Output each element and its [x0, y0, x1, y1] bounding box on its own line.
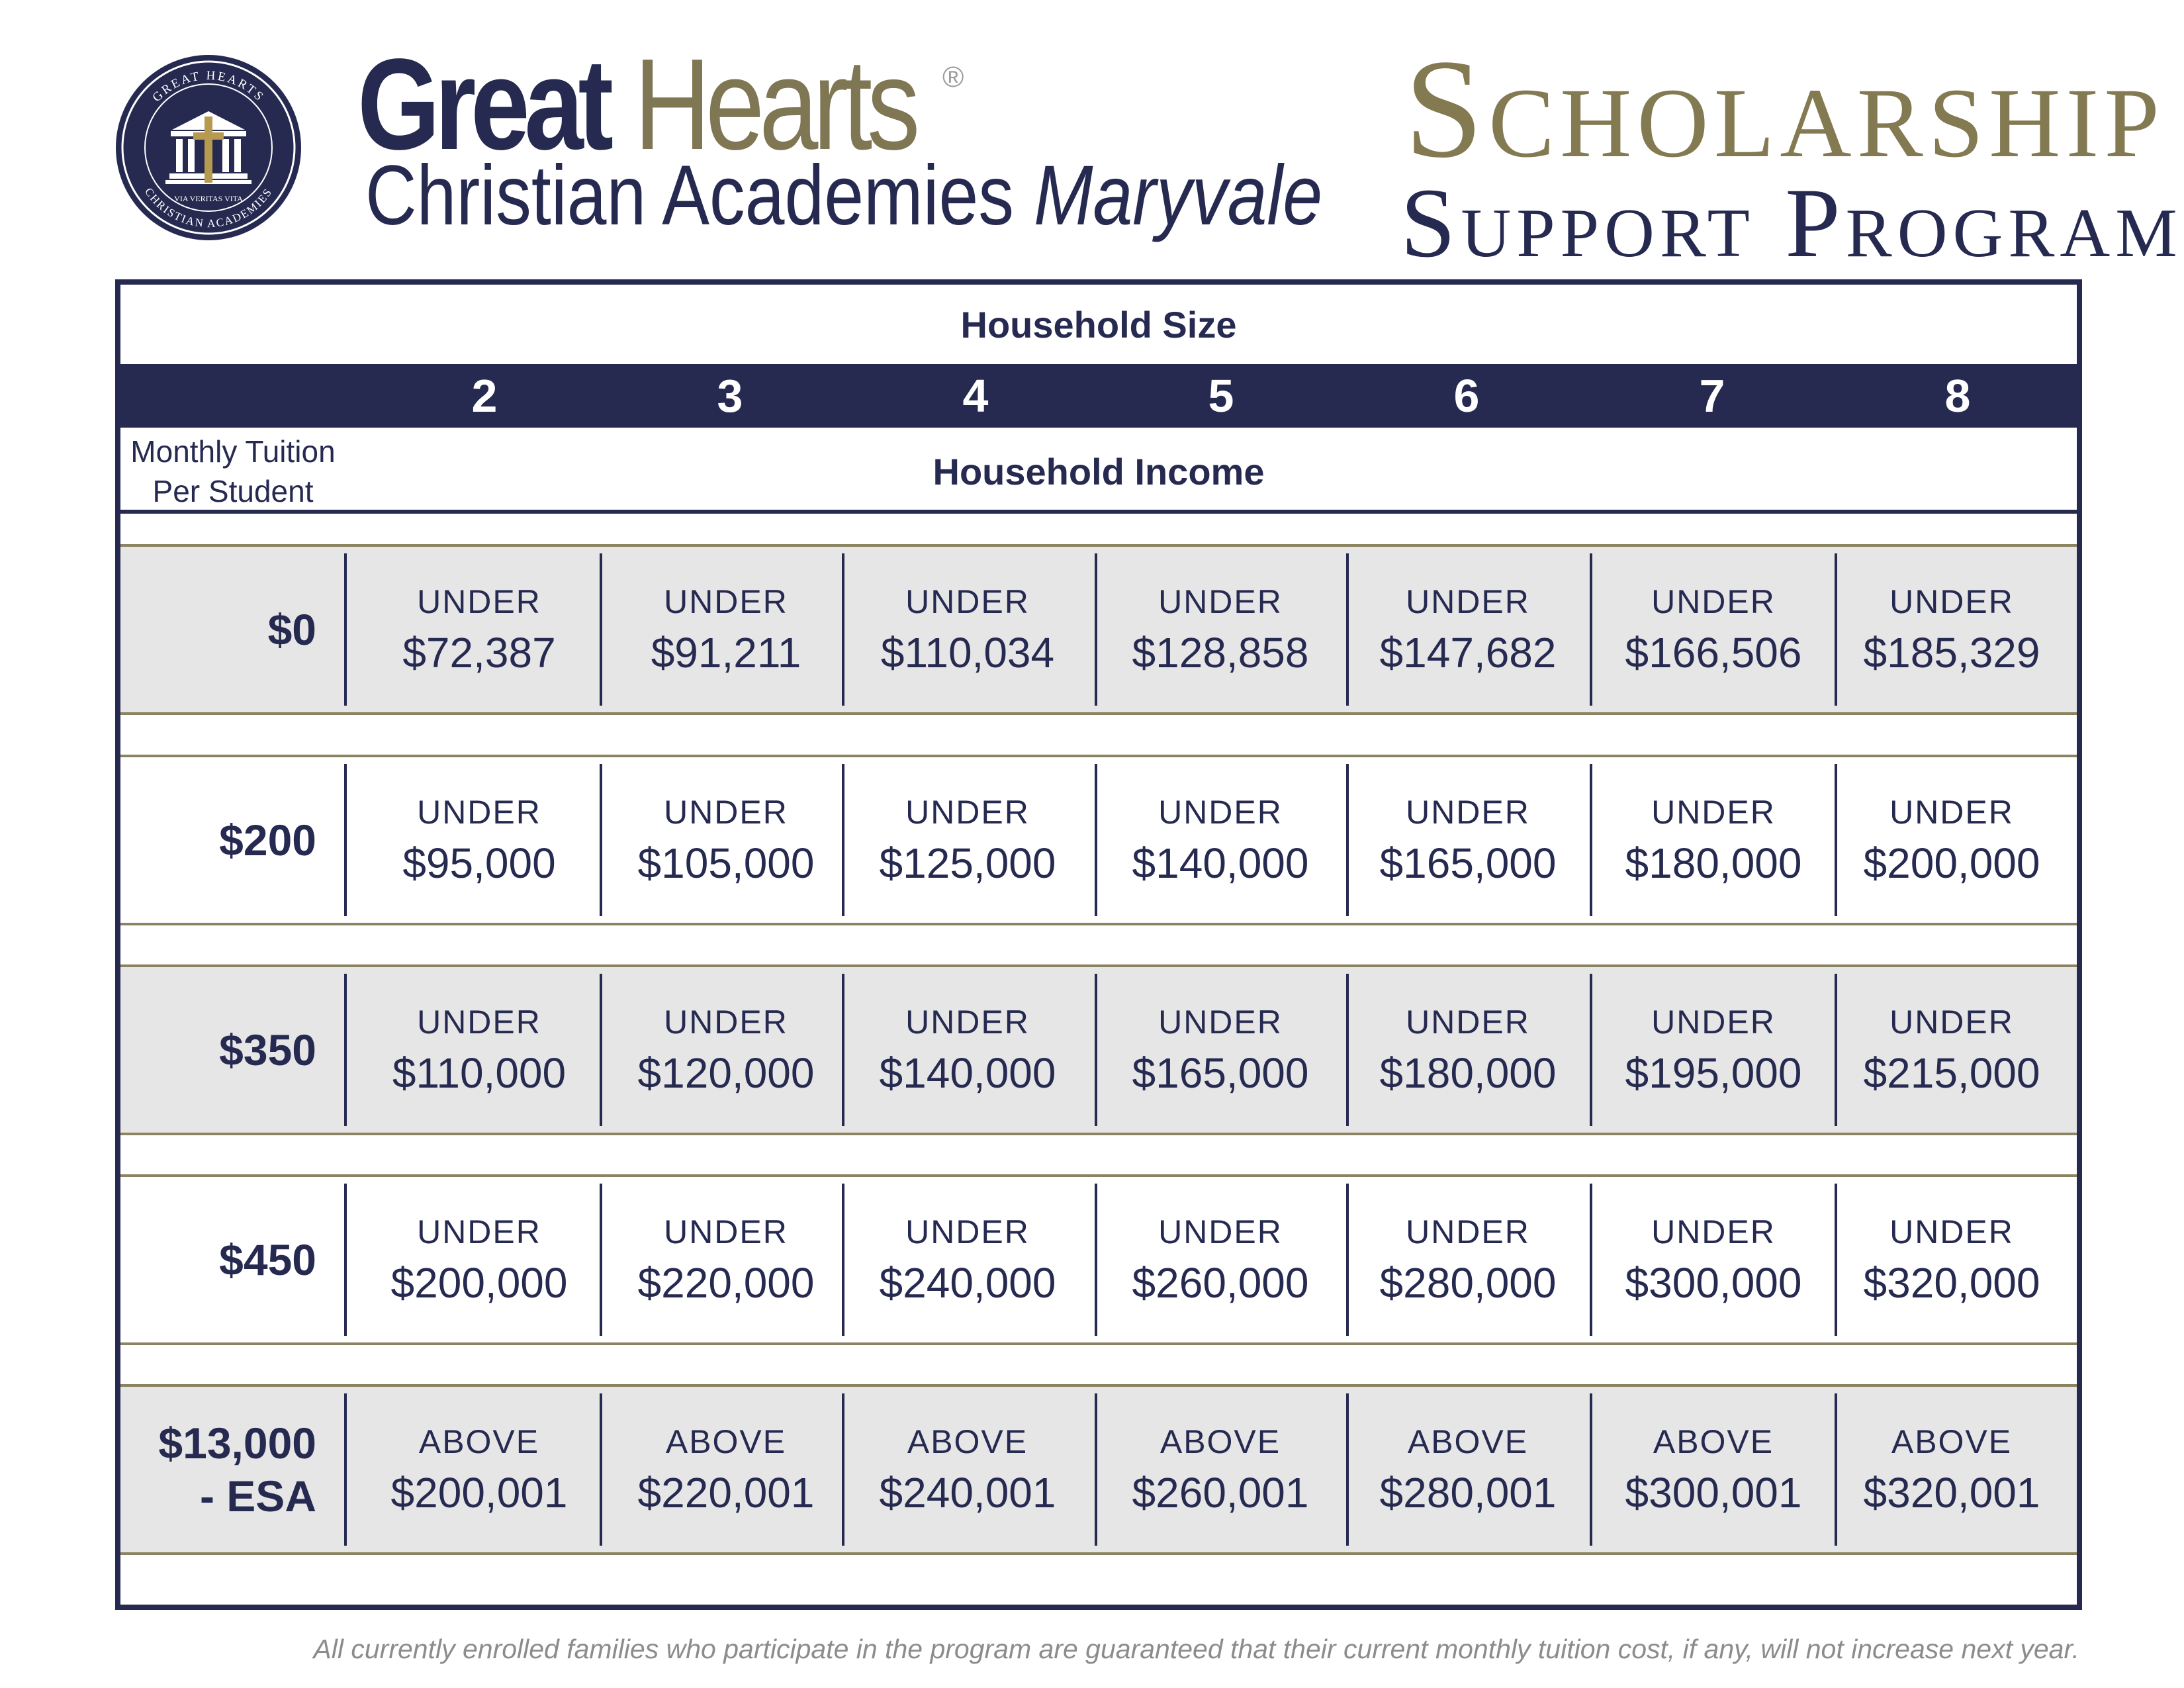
tuition-amount: [120, 1387, 316, 1552]
column-divider: [600, 1393, 602, 1546]
income-threshold-cell: [848, 547, 1087, 712]
column-divider: [1095, 553, 1097, 706]
income-threshold-value: $220,000: [637, 1259, 815, 1307]
income-threshold-value: $120,000: [637, 1049, 815, 1097]
income-threshold-value: $280,000: [1379, 1259, 1557, 1307]
threshold-qualifier: UNDER: [664, 1213, 788, 1250]
threshold-qualifier: UNDER: [417, 794, 541, 831]
income-threshold-cell: [1349, 1387, 1587, 1552]
income-threshold-cell: [1101, 547, 1340, 712]
income-threshold-cell: [1349, 967, 1587, 1133]
income-threshold-value: $220,001: [637, 1469, 815, 1517]
income-threshold-cell: [1594, 757, 1833, 923]
household-size-bar: [120, 364, 2077, 428]
income-threshold-cell: [848, 757, 1087, 923]
threshold-qualifier: ABOVE: [907, 1423, 1028, 1460]
threshold-qualifier: UNDER: [905, 583, 1030, 620]
income-threshold-cell: [1101, 1387, 1340, 1552]
threshold-qualifier: UNDER: [1889, 1213, 2014, 1250]
column-divider: [600, 553, 602, 706]
column-divider: [1095, 974, 1097, 1126]
column-divider: [1590, 974, 1592, 1126]
column-divider: [344, 974, 347, 1126]
threshold-qualifier: ABOVE: [665, 1423, 787, 1460]
column-divider: [344, 1184, 347, 1336]
size-8: 8: [1944, 370, 1971, 422]
threshold-qualifier: UNDER: [1889, 583, 2014, 620]
brand-hearts: Hearts: [634, 32, 915, 177]
income-threshold-cell: [1833, 1177, 2071, 1342]
registered-mark: ®: [942, 61, 964, 93]
income-threshold-value: $165,000: [1132, 1049, 1309, 1097]
income-threshold-cell: [1349, 1177, 1587, 1342]
income-threshold-value: $195,000: [1625, 1049, 1802, 1097]
tuition-amount-line1: $13,000: [158, 1419, 316, 1468]
income-threshold-cell: [607, 757, 845, 923]
column-divider: [600, 764, 602, 916]
threshold-qualifier: UNDER: [1158, 794, 1283, 831]
tuition-amount: [120, 967, 316, 1133]
income-threshold-cell: [607, 1177, 845, 1342]
size-5: 5: [1208, 370, 1234, 422]
income-threshold-value: $166,506: [1625, 629, 1802, 677]
brand-great: Great: [357, 32, 608, 177]
income-threshold-cell: [1349, 757, 1587, 923]
table-row: [120, 964, 2077, 1135]
threshold-qualifier: UNDER: [1651, 1213, 1776, 1250]
income-threshold-cell: [360, 967, 598, 1133]
income-threshold-cell: [1349, 547, 1587, 712]
tuition-label-line2: Per Student: [152, 474, 314, 508]
income-threshold-value: $280,001: [1379, 1469, 1557, 1517]
threshold-qualifier: UNDER: [1406, 583, 1530, 620]
income-threshold-value: $125,000: [879, 839, 1056, 887]
income-threshold-value: $95,000: [402, 839, 556, 887]
column-divider: [1095, 764, 1097, 916]
income-threshold-value: $200,000: [1863, 839, 2040, 887]
threshold-qualifier: UNDER: [1406, 1213, 1530, 1250]
column-divider: [344, 553, 347, 706]
income-threshold-value: $200,000: [390, 1259, 568, 1307]
column-divider: [344, 1393, 347, 1546]
threshold-qualifier: UNDER: [417, 1004, 541, 1041]
income-threshold-value: $260,001: [1132, 1469, 1309, 1517]
income-threshold-value: $185,329: [1863, 629, 2040, 677]
income-threshold-cell: [1833, 757, 2071, 923]
threshold-qualifier: UNDER: [1651, 583, 1776, 620]
column-divider: [1590, 764, 1592, 916]
size-6: 6: [1453, 370, 1480, 422]
threshold-qualifier: UNDER: [905, 1004, 1030, 1041]
title-support-program: Support Program: [1400, 168, 2183, 278]
income-threshold-value: $300,000: [1625, 1259, 1802, 1307]
income-threshold-cell: [1101, 967, 1340, 1133]
income-threshold-cell: [1594, 1387, 1833, 1552]
income-threshold-cell: [360, 1387, 598, 1552]
income-threshold-cell: [360, 1177, 598, 1342]
income-threshold-value: $110,000: [392, 1049, 567, 1097]
column-divider: [1590, 1393, 1592, 1546]
income-threshold-cell: [607, 547, 845, 712]
threshold-qualifier: UNDER: [417, 1213, 541, 1250]
tuition-label-line1: Monthly Tuition: [130, 434, 336, 469]
income-threshold-value: $110,034: [880, 629, 1055, 677]
income-threshold-cell: [360, 547, 598, 712]
seal-ring-bottom: CHRISTIAN ACADEMIES: [142, 185, 275, 230]
size-7: 7: [1699, 370, 1725, 422]
household-income-heading: Household Income: [933, 450, 1265, 492]
threshold-qualifier: UNDER: [1889, 794, 2014, 831]
income-threshold-value: $240,000: [879, 1259, 1056, 1307]
tuition-amount-line1: $200: [219, 816, 316, 865]
income-threshold-cell: [1101, 1177, 1340, 1342]
income-threshold-cell: [360, 757, 598, 923]
column-divider: [1095, 1184, 1097, 1336]
threshold-qualifier: UNDER: [1406, 1004, 1530, 1041]
income-threshold-value: $215,000: [1863, 1049, 2040, 1097]
footnote: All currently enrolled families who participate in the program are guaranteed that their current monthly tuition cost, if any, will not increase next year.: [313, 1634, 2079, 1664]
income-threshold-value: $128,858: [1132, 629, 1309, 677]
column-divider: [1095, 1393, 1097, 1546]
column-divider: [1590, 553, 1592, 706]
size-2: 2: [471, 370, 498, 422]
column-divider: [600, 1184, 602, 1336]
threshold-qualifier: UNDER: [664, 794, 788, 831]
threshold-qualifier: UNDER: [1406, 794, 1530, 831]
threshold-qualifier: UNDER: [1651, 1004, 1776, 1041]
threshold-qualifier: UNDER: [905, 1213, 1030, 1250]
threshold-qualifier: ABOVE: [1891, 1423, 2013, 1460]
threshold-qualifier: ABOVE: [1653, 1423, 1774, 1460]
income-threshold-value: $320,000: [1863, 1259, 2040, 1307]
title-scholarship: Scholarship: [1404, 30, 2165, 187]
threshold-qualifier: UNDER: [1158, 1004, 1283, 1041]
table-row: [120, 755, 2077, 925]
threshold-qualifier: ABOVE: [1407, 1423, 1529, 1460]
seal-motto: VIA VERITAS VITA: [174, 194, 243, 203]
school-seal-logo: [114, 53, 303, 242]
income-threshold-cell: [1594, 547, 1833, 712]
tuition-amount: [120, 1177, 316, 1342]
income-threshold-value: $140,000: [1132, 839, 1309, 887]
threshold-qualifier: ABOVE: [418, 1423, 540, 1460]
income-threshold-value: $180,000: [1625, 839, 1802, 887]
threshold-qualifier: UNDER: [417, 583, 541, 620]
household-size-heading: Household Size: [960, 303, 1237, 346]
income-threshold-cell: [607, 1387, 845, 1552]
tuition-amount: [120, 547, 316, 712]
income-threshold-cell: [1594, 1177, 1833, 1342]
threshold-qualifier: UNDER: [664, 583, 788, 620]
income-threshold-cell: [607, 967, 845, 1133]
income-threshold-cell: [1594, 967, 1833, 1133]
income-threshold-value: $260,000: [1132, 1259, 1309, 1307]
income-threshold-value: $200,001: [390, 1469, 568, 1517]
income-threshold-value: $165,000: [1379, 839, 1557, 887]
column-divider: [600, 974, 602, 1126]
column-divider: [1590, 1184, 1592, 1336]
income-threshold-cell: [848, 1177, 1087, 1342]
brand-subtitle-text: Christian Academies: [365, 148, 1015, 243]
threshold-qualifier: UNDER: [664, 1004, 788, 1041]
income-threshold-cell: [1833, 967, 2071, 1133]
income-threshold-value: $105,000: [637, 839, 815, 887]
income-threshold-value: $240,001: [879, 1469, 1056, 1517]
income-threshold-value: $300,001: [1625, 1469, 1802, 1517]
table-row: [120, 1174, 2077, 1345]
threshold-qualifier: UNDER: [1158, 1213, 1283, 1250]
monthly-tuition-heading: [120, 428, 345, 515]
income-threshold-value: $320,001: [1863, 1469, 2040, 1517]
income-threshold-value: $180,000: [1379, 1049, 1557, 1097]
scholarship-table: [115, 279, 2082, 1610]
table-row: [120, 1384, 2077, 1555]
threshold-qualifier: UNDER: [905, 794, 1030, 831]
tuition-amount: [120, 757, 316, 923]
threshold-qualifier: ABOVE: [1160, 1423, 1281, 1460]
header-divider: [120, 510, 2077, 514]
brand-subtitle: [365, 148, 1323, 243]
tuition-amount-line1: $350: [219, 1025, 316, 1074]
income-threshold-cell: [848, 1387, 1087, 1552]
threshold-qualifier: UNDER: [1651, 794, 1776, 831]
size-4: 4: [962, 370, 989, 422]
table-row: [120, 544, 2077, 715]
income-threshold-value: $140,000: [879, 1049, 1056, 1097]
income-threshold-cell: [848, 967, 1087, 1133]
brand-campus: Maryvale: [1033, 148, 1323, 243]
tuition-amount-line2: - ESA: [199, 1472, 316, 1521]
income-threshold-value: $147,682: [1379, 629, 1557, 677]
size-3: 3: [717, 370, 743, 422]
threshold-qualifier: UNDER: [1889, 1004, 2014, 1041]
threshold-qualifier: UNDER: [1158, 583, 1283, 620]
income-threshold-cell: [1101, 757, 1340, 923]
tuition-amount-line1: $0: [267, 605, 316, 654]
income-threshold-cell: [1833, 547, 2071, 712]
tuition-amount-line1: $450: [219, 1235, 316, 1284]
seal-ring-top: GREAT HEARTS: [150, 68, 267, 105]
income-threshold-value: $72,387: [402, 629, 556, 677]
income-threshold-value: $91,211: [651, 629, 801, 677]
column-divider: [344, 764, 347, 916]
income-threshold-cell: [1833, 1387, 2071, 1552]
